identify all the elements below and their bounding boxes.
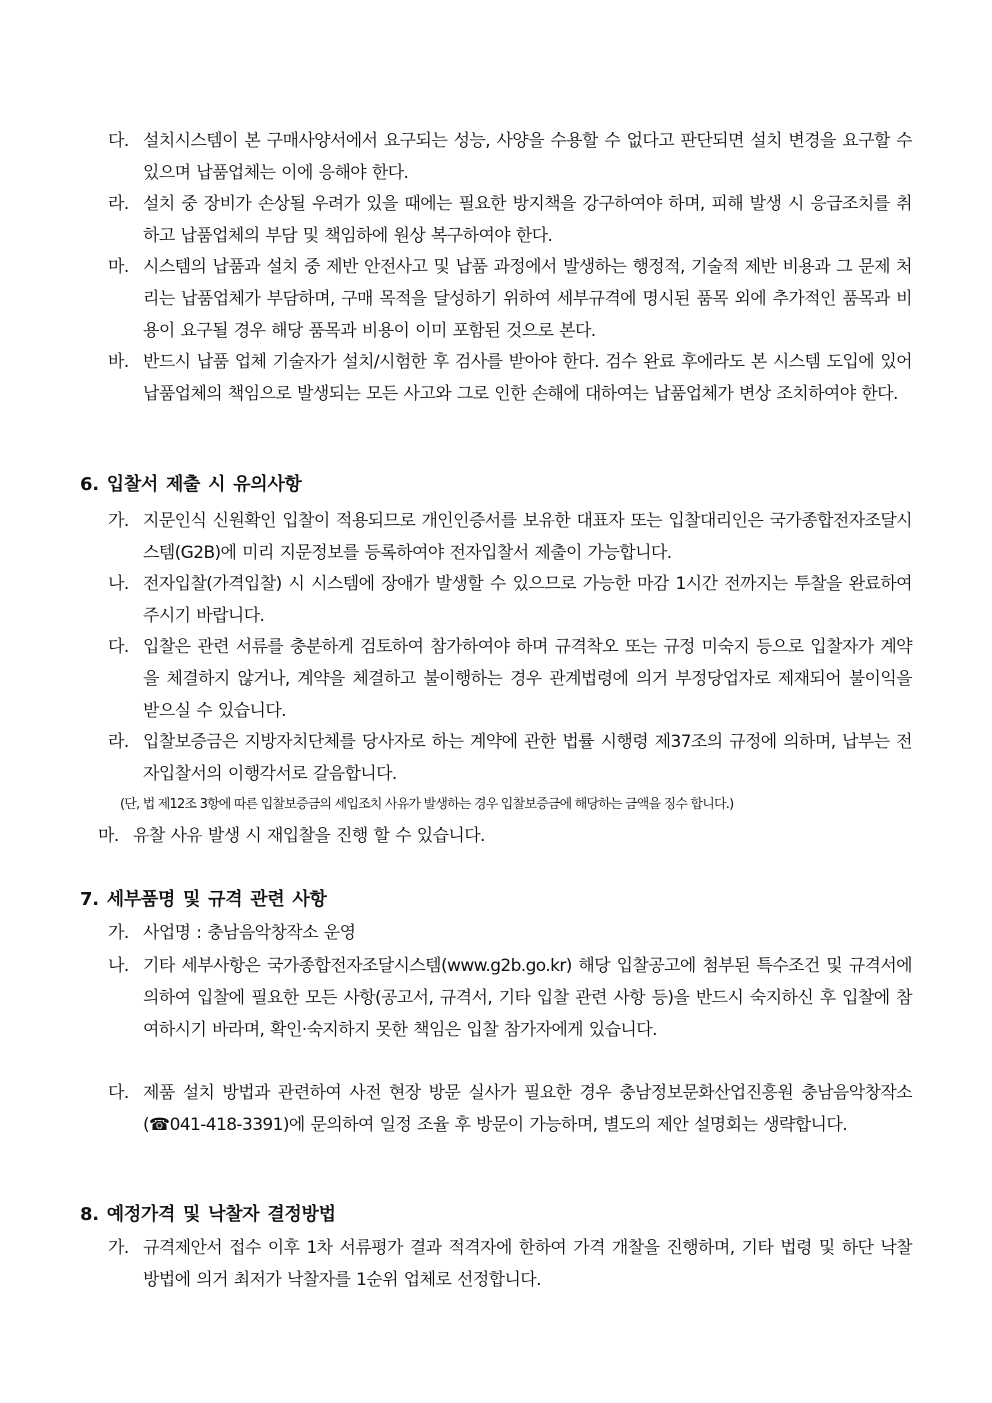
item-marker: 나.	[108, 956, 129, 976]
list-item	[108, 188, 912, 252]
item-marker: 다.	[108, 131, 129, 151]
item-marker: 다.	[108, 1083, 129, 1103]
item-text: 설치시스템이 본 구매사양서에서 요구되는 성능, 사양을 수용할 수 없다고 판단되면 설치 변경을 요구할 수 있으며 납품업체는 이에 응해야 한다.	[143, 131, 912, 183]
item-text: 제품 설치 방법과 관련하여 사전 현장 방문 실사가 필요한 경우 충남정보문화산업진흥원 충남음악창작소(☎041-418-3391)에 문의하여 일정 조율 후 방문이 가능하며, 별도의 제안 설명회는 생략합니다.	[143, 1083, 912, 1135]
list-item	[108, 505, 912, 569]
item-marker: 다.	[108, 637, 129, 657]
section-heading: 7. 세부품명 및 규격 관련 사항	[80, 889, 327, 910]
footnote: (단, 법 제12조 3항에 따른 입찰보증금의 세입조치 사유가 발생하는 경우 입찰보증금에 해당하는 금액을 징수 합니다.)	[120, 797, 734, 812]
item-marker: 마.	[98, 826, 119, 846]
list-item	[108, 1232, 912, 1296]
item-marker: 가.	[108, 1238, 129, 1258]
item-marker: 가.	[108, 511, 129, 531]
item-marker: 마.	[108, 257, 129, 277]
list-item	[98, 820, 902, 852]
item-text: 전자입찰(가격입찰) 시 시스템에 장애가 발생할 수 있으므로 가능한 마감 1시간 전까지는 투찰을 완료하여 주시기 바랍니다.	[143, 574, 912, 626]
item-text: 규격제안서 접수 이후 1차 서류평가 결과 적격자에 한하여 가격 개찰을 진행하며, 기타 법령 및 하단 낙찰 방법에 의거 최저가 낙찰자를 1순위 업체로 선정합니다.	[143, 1238, 912, 1290]
item-marker: 나.	[108, 574, 129, 594]
section-heading: 8. 예정가격 및 낙찰자 결정방법	[80, 1204, 336, 1225]
item-marker: 라.	[108, 732, 129, 752]
item-text: 유찰 사유 발생 시 재입찰을 진행 할 수 있습니다.	[133, 826, 485, 846]
item-marker: 가.	[108, 923, 129, 943]
section-heading: 6. 입찰서 제출 시 유의사항	[80, 474, 302, 495]
item-text: 기타 세부사항은 국가종합전자조달시스템(www.g2b.go.kr) 해당 입찰공고에 첨부된 특수조건 및 규격서에 의하여 입찰에 필요한 모든 사항(공고서, 규격서, 기타 입찰 관련 사항 등)을 반드시 숙지하신 후 입찰에 참여하시기 바라며, 확인·숙지하지 못한 책임은 입찰 참가자에게 있습니다.	[143, 956, 912, 1040]
list-item	[108, 1077, 912, 1141]
item-text: 설치 중 장비가 손상될 우려가 있을 때에는 필요한 방지책을 강구하여야 하며, 피해 발생 시 응급조치를 취하고 납품업체의 부담 및 책임하에 원상 복구하여야 한다.	[143, 194, 912, 246]
item-text: 사업명 : 충남음악창작소 운영	[143, 923, 356, 943]
list-item	[108, 950, 912, 1046]
item-text: 시스템의 납품과 설치 중 제반 안전사고 및 납품 과정에서 발생하는 행정적, 기술적 제반 비용과 그 문제 처리는 납품업체가 부담하며, 구매 목적을 달성하기 위하여 세부규격에 명시된 품목 외에 추가적인 품목과 비용이 요구될 경우 해당 품목과 비용이 이미 포함된 것으로 본다.	[143, 257, 912, 341]
list-item	[108, 726, 912, 790]
list-item	[108, 346, 912, 410]
list-item	[108, 917, 912, 949]
list-item	[108, 631, 912, 727]
item-text: 입찰은 관련 서류를 충분하게 검토하여 참가하여야 하며 규격착오 또는 규정 미숙지 등으로 입찰자가 계약을 체결하지 않거나, 계약을 체결하고 불이행하는 경우 관계법령에 의거 부정당업자로 제재되어 불이익을 받으실 수 있습니다.	[143, 637, 912, 721]
list-item	[108, 568, 912, 632]
item-marker: 바.	[108, 352, 129, 372]
list-item	[108, 125, 912, 189]
item-text: 입찰보증금은 지방자치단체를 당사자로 하는 계약에 관한 법률 시행령 제37조의 규정에 의하며, 납부는 전자입찰서의 이행각서로 갈음합니다.	[143, 732, 912, 784]
item-text: 반드시 납품 업체 기술자가 설치/시험한 후 검사를 받아야 한다. 검수 완료 후에라도 본 시스템 도입에 있어 납품업체의 책임으로 발생되는 모든 사고와 그로 인한 손해에 대하여는 납품업체가 변상 조치하여야 한다.	[143, 352, 912, 404]
item-marker: 라.	[108, 194, 129, 214]
list-item	[108, 251, 912, 347]
item-text: 지문인식 신원확인 입찰이 적용되므로 개인인증서를 보유한 대표자 또는 입찰대리인은 국가종합전자조달시스템(G2B)에 미리 지문정보를 등록하여야 전자입찰서 제출이 가능합니다.	[143, 511, 912, 563]
